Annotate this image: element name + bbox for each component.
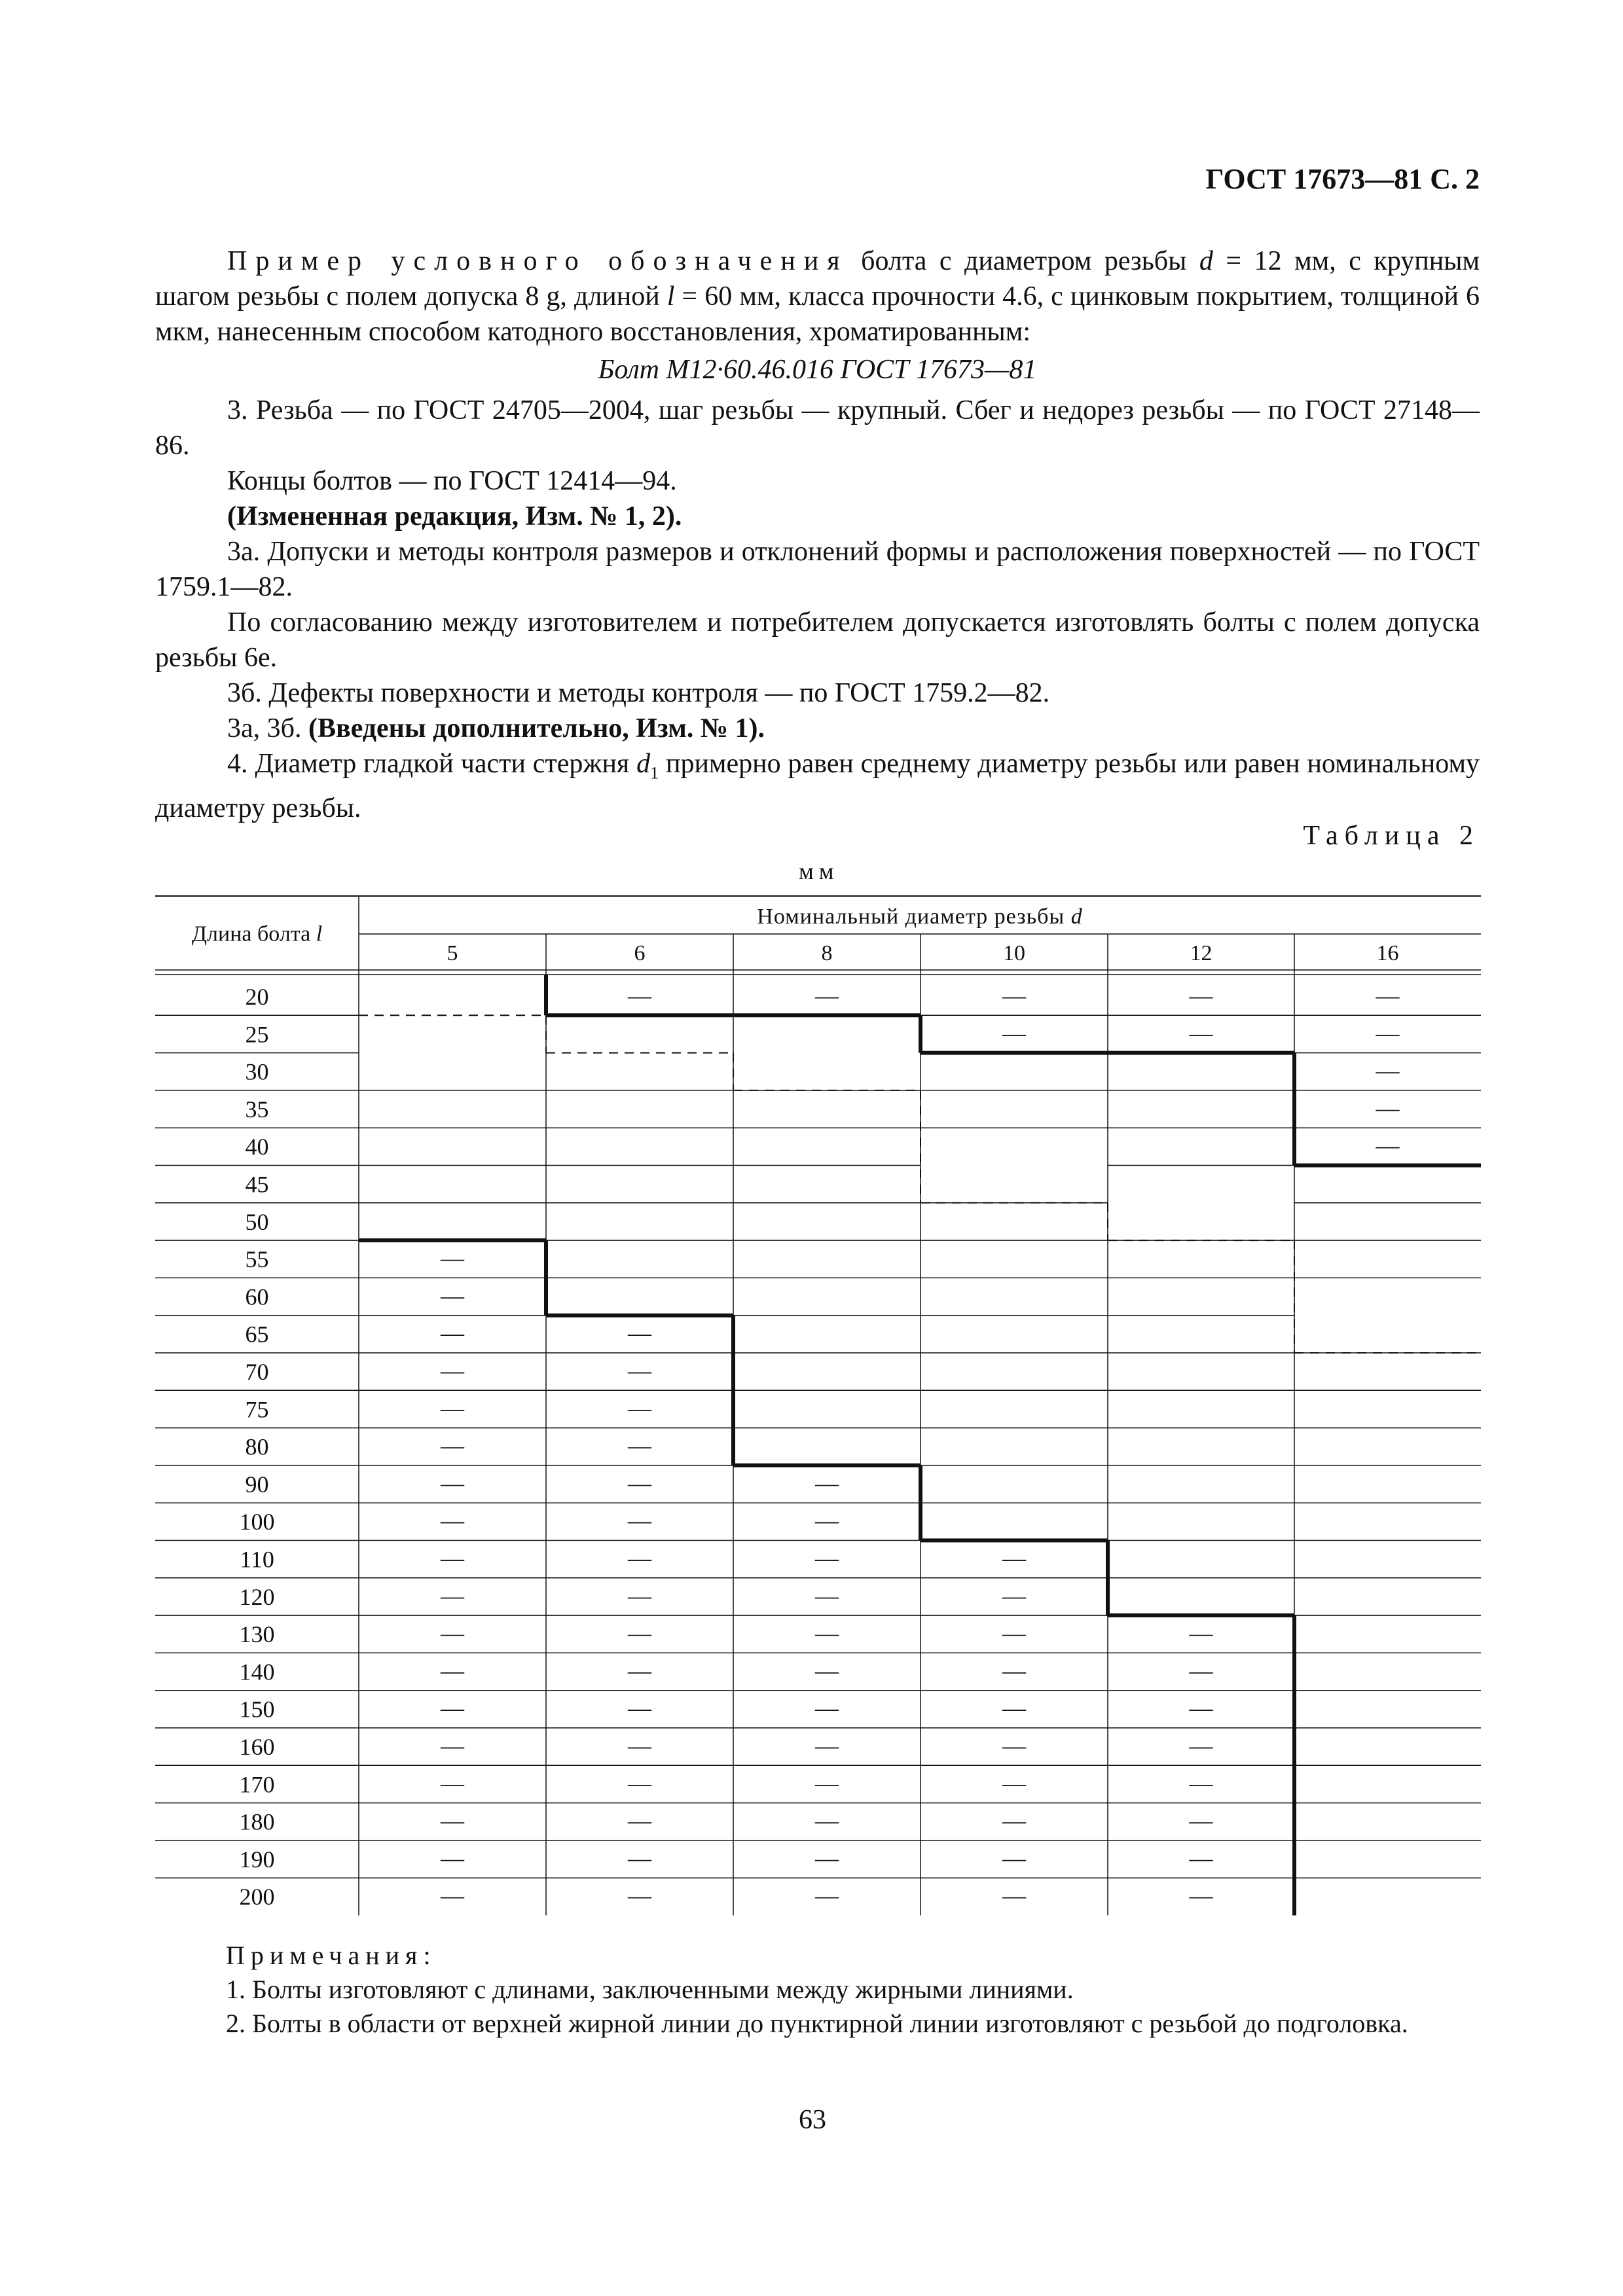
cell-dash: —: [628, 1695, 651, 1721]
bolt-length-55: 55: [245, 1246, 269, 1273]
diameter-header-10: 10: [1003, 941, 1025, 965]
cell-dash: —: [1002, 1545, 1026, 1571]
cell-dash: —: [1376, 1132, 1400, 1159]
cell-dash: —: [1002, 1882, 1026, 1909]
bolt-length-70: 70: [245, 1359, 269, 1385]
cell-dash: —: [441, 1807, 464, 1834]
cell-dash: —: [815, 1582, 839, 1609]
header-bolt-length: Длина болта l: [191, 922, 323, 946]
designation-example: Болт М12·60.46.016 ГОСТ 17673—81: [598, 355, 1037, 385]
paragraph-3b: 3б. Дефекты поверхности и методы контроля — по ГОСТ 1759.2—82.: [227, 678, 1050, 708]
cell-dash: —: [441, 1882, 464, 1909]
bolt-length-160: 160: [239, 1734, 275, 1760]
bolt-length-130: 130: [239, 1621, 275, 1648]
paragraph-3-ends: Концы болтов — по ГОСТ 12414—94.: [227, 466, 677, 496]
bolt-length-90: 90: [245, 1471, 269, 1498]
cell-dash: —: [628, 982, 651, 1009]
bolt-length-80: 80: [245, 1433, 269, 1460]
var-d1-sub: 1: [650, 763, 659, 783]
example-body1: с крупным шагом резьбы с полем допуска 8 g, длиной: [155, 246, 1480, 312]
cell-dash: —: [1002, 1732, 1026, 1759]
cell-dash: —: [1376, 982, 1400, 1009]
cell-dash: —: [1189, 1844, 1213, 1871]
cell-dash: —: [441, 1357, 464, 1384]
cell-dash: —: [1189, 1732, 1213, 1759]
bolt-length-45: 45: [245, 1171, 269, 1198]
bolt-length-60: 60: [245, 1283, 269, 1310]
note-1: 1. Болты изготовляют с длинами, заключенными между жирными линиями.: [226, 1975, 1074, 2004]
cell-dash: —: [1189, 982, 1213, 1009]
cell-dash: —: [441, 1844, 464, 1871]
diameter-header-12: 12: [1190, 941, 1213, 965]
cell-dash: —: [441, 1732, 464, 1759]
document-header: ГОСТ 17673—81 С. 2: [1205, 163, 1480, 195]
cell-dash: —: [441, 1395, 464, 1422]
diameter-header-16: 16: [1376, 941, 1399, 965]
cell-dash: —: [1002, 1620, 1026, 1647]
bolt-length-200: 200: [239, 1884, 275, 1910]
bolt-length-180: 180: [239, 1808, 275, 1835]
notes-title: Примечания:: [226, 1941, 437, 1970]
cell-dash: —: [628, 1770, 651, 1797]
bolt-length-75: 75: [245, 1396, 269, 1423]
cell-dash: —: [628, 1807, 651, 1834]
cell-dash: —: [815, 1732, 839, 1759]
cell-dash: —: [628, 1545, 651, 1571]
cell-dash: —: [628, 1620, 651, 1647]
paragraph-3: 3. Резьба — по ГОСТ 24705—2004, шаг резьбы — крупный. Сбег и недорез резьбы — по ГОСТ 27148—86.: [155, 395, 1480, 461]
cell-dash: —: [1189, 1657, 1213, 1684]
cell-dash: —: [441, 1319, 464, 1346]
cell-dash: —: [628, 1657, 651, 1684]
example-line1: болта с диаметром резьбы: [861, 246, 1187, 276]
cell-dash: —: [628, 1844, 651, 1871]
header-nominal-diameter: Номинальный диаметр резьбы d: [757, 905, 1083, 929]
cell-dash: —: [441, 1770, 464, 1797]
example-body2: = 60 мм, класса прочности 4.6, с цинковым покрытием, толщиной 6 мкм, нанесенным способом катодного восстановления, хроматированным:: [155, 281, 1480, 347]
cell-dash: —: [815, 1507, 839, 1534]
bolt-length-35: 35: [245, 1096, 269, 1122]
cell-dash: —: [1189, 1882, 1213, 1909]
bolt-length-120: 120: [239, 1583, 275, 1610]
bolt-length-140: 140: [239, 1659, 275, 1685]
cell-dash: —: [1002, 1657, 1026, 1684]
cell-dash: —: [815, 1620, 839, 1647]
cell-dash: —: [1002, 982, 1026, 1009]
diameter-header-6: 6: [634, 941, 646, 965]
bolt-length-30: 30: [245, 1058, 269, 1085]
var-d: d: [1199, 246, 1213, 276]
cell-dash: —: [628, 1432, 651, 1459]
bolt-length-110: 110: [240, 1546, 274, 1573]
cell-dash: —: [1376, 1094, 1400, 1121]
cell-dash: —: [1189, 1770, 1213, 1797]
paragraph-3a: 3а. Допуски и методы контроля размеров и отклонений формы и расположения поверхностей — по ГОСТ 1759.1—82.: [155, 537, 1480, 602]
cell-dash: —: [1376, 1057, 1400, 1084]
p3ab-prefix: 3а, 3б.: [227, 713, 302, 744]
cell-dash: —: [1002, 1770, 1026, 1797]
paragraph-3a-agree: По согласованию между изготовителем и потребителем допускается изготовлять болты с полем допуска резьбы 6е.: [155, 607, 1480, 673]
table-units: мм: [799, 858, 839, 884]
bolt-length-40: 40: [245, 1134, 269, 1160]
cell-dash: —: [628, 1357, 651, 1384]
cell-dash: —: [815, 1844, 839, 1871]
cell-dash: —: [441, 1695, 464, 1721]
p4-part-a: 4. Диаметр гладкой части стержня: [227, 749, 630, 779]
cell-dash: —: [1189, 1695, 1213, 1721]
cell-dash: —: [815, 1657, 839, 1684]
cell-dash: —: [815, 1807, 839, 1834]
cell-dash: —: [1002, 1844, 1026, 1871]
cell-dash: —: [441, 1282, 464, 1309]
p3ab-bold: (Введены дополнительно, Изм. № 1).: [308, 713, 765, 744]
diameter-header-5: 5: [447, 941, 458, 965]
cell-dash: —: [815, 1882, 839, 1909]
cell-dash: —: [815, 1695, 839, 1721]
cell-dash: —: [815, 982, 839, 1009]
cell-dash: —: [1189, 1020, 1213, 1047]
bolt-length-65: 65: [245, 1321, 269, 1348]
cell-dash: —: [815, 1545, 839, 1571]
cell-dash: —: [441, 1545, 464, 1571]
cell-dash: —: [628, 1507, 651, 1534]
cell-dash: —: [628, 1732, 651, 1759]
cell-dash: —: [1002, 1020, 1026, 1047]
cell-dash: —: [628, 1882, 651, 1909]
page-number: 63: [799, 2105, 826, 2135]
cell-dash: —: [441, 1469, 464, 1496]
bolt-length-150: 150: [239, 1696, 275, 1723]
cell-dash: —: [441, 1507, 464, 1534]
bolt-length-20: 20: [245, 984, 269, 1010]
bolt-length-25: 25: [245, 1021, 269, 1048]
var-d1: d: [636, 749, 651, 779]
table-caption: Таблица 2: [1303, 821, 1480, 851]
cell-dash: —: [628, 1469, 651, 1496]
notes: [226, 1939, 1408, 2041]
cell-dash: —: [441, 1245, 464, 1272]
cell-dash: —: [441, 1582, 464, 1609]
cell-dash: —: [441, 1432, 464, 1459]
example-d-value: = 12 мм,: [1226, 246, 1336, 276]
cell-dash: —: [1002, 1807, 1026, 1834]
cell-dash: —: [1189, 1620, 1213, 1647]
bolt-length-170: 170: [239, 1771, 275, 1798]
cell-dash: —: [1376, 1020, 1400, 1047]
cell-dash: —: [441, 1657, 464, 1684]
cell-dash: —: [628, 1319, 651, 1346]
diameter-header-8: 8: [821, 941, 833, 965]
example-lead: Пример условного обозначения: [227, 246, 848, 276]
cell-dash: —: [815, 1469, 839, 1496]
cell-dash: —: [628, 1395, 651, 1422]
cell-dash: —: [628, 1582, 651, 1609]
cell-dash: —: [1189, 1807, 1213, 1834]
cell-dash: —: [815, 1770, 839, 1797]
var-l: l: [666, 281, 675, 312]
cell-dash: —: [1002, 1582, 1026, 1609]
bolt-length-100: 100: [239, 1509, 275, 1535]
p4-part-b: примерно равен среднему диаметру резьбы или равен номинальному диаметру резьбы.: [155, 749, 1480, 824]
bolt-length-50: 50: [245, 1208, 269, 1235]
note-2: 2. Болты в области от верхней жирной линии до пунктирной линии изготовляют с резьбой до подголовка.: [226, 2009, 1408, 2038]
bolt-length-190: 190: [239, 1846, 275, 1873]
cell-dash: —: [441, 1620, 464, 1647]
cell-dash: —: [1002, 1695, 1026, 1721]
amend-bold: (Измененная редакция, Изм. № 1, 2).: [227, 501, 682, 531]
